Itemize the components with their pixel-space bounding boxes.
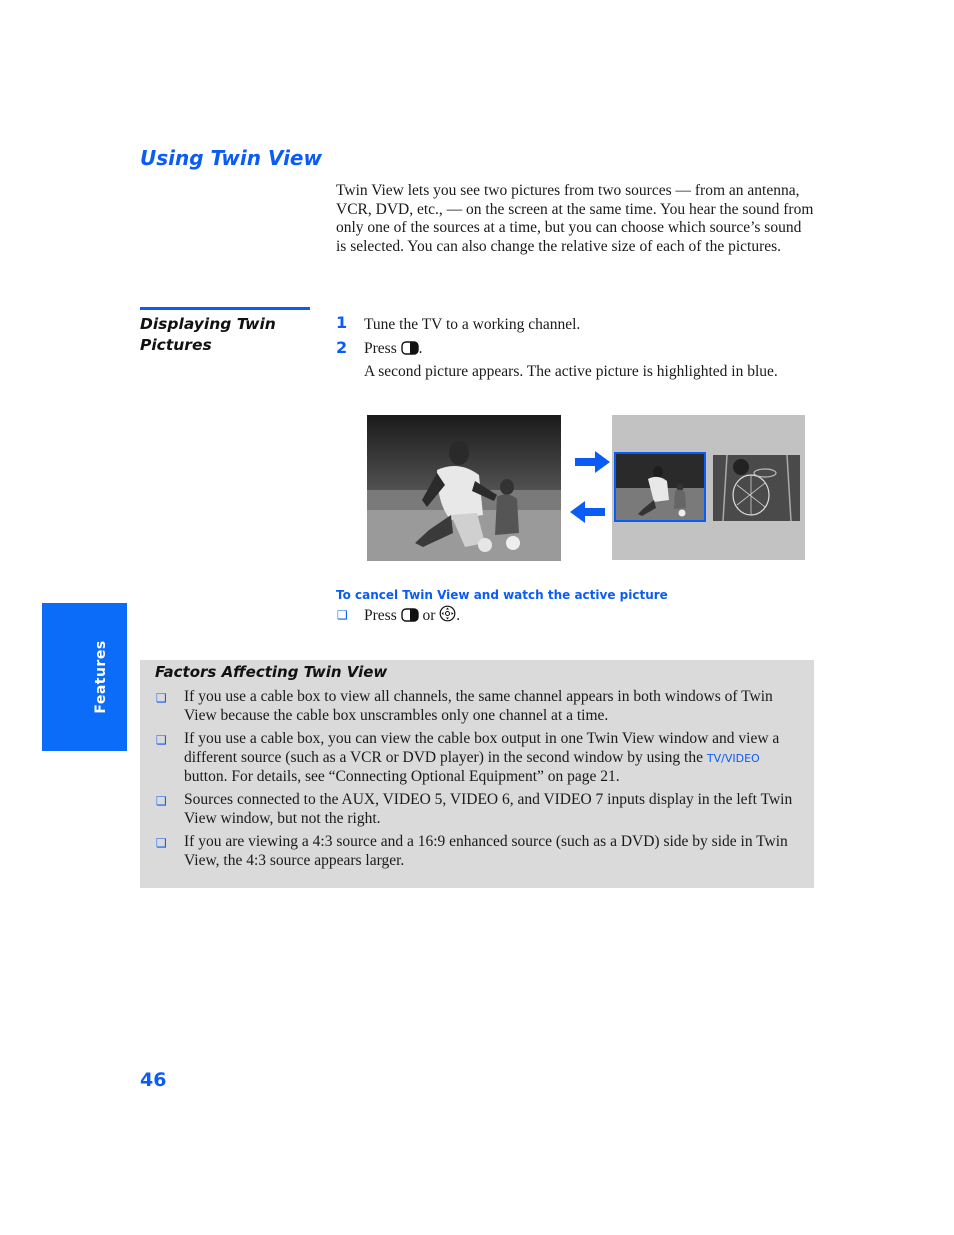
- step-suffix: .: [418, 340, 423, 357]
- step-number: 1: [336, 313, 348, 332]
- twin-view-button-icon: [401, 608, 419, 627]
- chapter-tab-label: Features: [93, 640, 109, 714]
- checkbox-bullet-icon: ❑: [156, 733, 167, 747]
- factor-item: [184, 730, 800, 787]
- arrow-right-icon: [573, 450, 611, 479]
- cancel-instruction: [364, 605, 460, 627]
- cancel-suffix: .: [456, 607, 461, 624]
- joystick-button-icon: [439, 605, 456, 627]
- factor-text-part: button. For details, see “Connecting Optional Equipment” on page 21.: [184, 768, 620, 786]
- chapter-tab: [42, 603, 127, 751]
- page-title: Using Twin View: [140, 146, 322, 170]
- single-picture-screen: [367, 415, 561, 561]
- factors-heading: Factors Affecting Twin View: [155, 663, 388, 681]
- cancel-heading: To cancel Twin View and watch the active picture: [336, 588, 668, 602]
- tv-video-button-label: TV/VIDEO: [706, 751, 760, 765]
- step-press-label: Press: [364, 340, 397, 357]
- factor-item: If you use a cable box to view all channels, the same channel appears in both windows of Twin View because the cable box unscrambles only one channel at a time.: [184, 688, 773, 724]
- factor-text-part: If you use a cable box, you can view the cable box output in one Twin View window and view a different source (such as a VCR or DVD player) in the second window by using the: [184, 730, 780, 766]
- step-text: Tune the TV to a working channel.: [364, 316, 581, 333]
- step-detail: A second picture appears. The active picture is highlighted in blue.: [364, 363, 778, 380]
- step-text: [364, 340, 422, 361]
- checkbox-bullet-icon: ❑: [156, 691, 167, 705]
- section-heading-line1: Displaying Twin: [140, 315, 276, 333]
- factor-item: If you are viewing a 4:3 source and a 16:9 enhanced source (such as a DVD) side by side in Twin View, the 4:3 source appears larger.: [184, 833, 788, 869]
- active-picture: [616, 454, 704, 520]
- checkbox-bullet-icon: ❑: [156, 794, 167, 808]
- section-heading-line2: Pictures: [140, 336, 212, 354]
- arrow-left-icon: [569, 500, 607, 529]
- checkbox-bullet-icon: ❑: [156, 836, 167, 850]
- section-rule: [140, 307, 310, 310]
- section-heading: [140, 314, 310, 356]
- inactive-picture: [713, 455, 800, 521]
- factor-item: Sources connected to the AUX, VIDEO 5, VIDEO 6, and VIDEO 7 inputs display in the left Twin View window, but not the right.: [184, 791, 793, 827]
- checkbox-bullet-icon: ❑: [337, 608, 348, 622]
- step-number: 2: [336, 338, 348, 357]
- cancel-press-label: Press: [364, 607, 397, 624]
- intro-paragraph: Twin View lets you see two pictures from two sources — from an antenna, VCR, DVD, etc., — on the screen at the same time. You hear the sound from only one of the sources at a time, but you can choose which source’s sound is selected. You can also change the relative size of each of the pictures.: [336, 182, 814, 256]
- twin-view-button-icon: [401, 341, 419, 361]
- page-number: 46: [140, 1069, 167, 1091]
- cancel-or-label: or: [422, 607, 436, 624]
